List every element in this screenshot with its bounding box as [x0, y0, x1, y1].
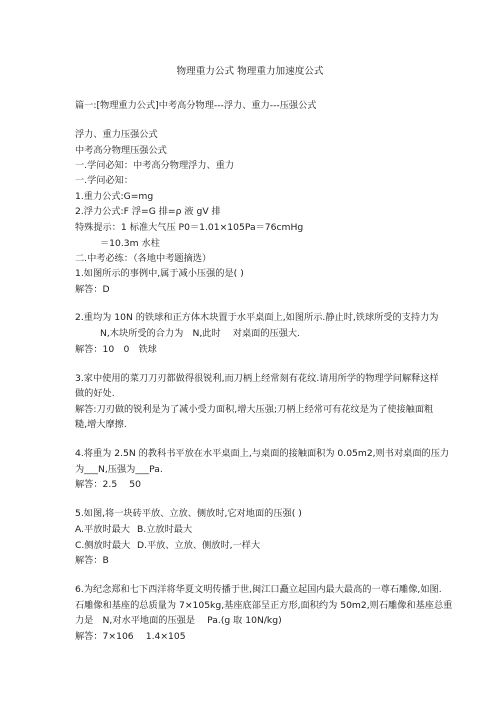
question-6-cont2: 力是 N,对水平地面的压强是 Pa.(g 取 10N/kg)	[75, 615, 282, 626]
question-5: 5.如图,将一块砖平放、立放、侧放时,它对地面的压强( )	[75, 508, 302, 519]
answer-2: 解答：10 0 铁球	[75, 344, 157, 355]
question-3-cont: 做的好处.	[75, 388, 115, 399]
formula-buoyancy: 2.浮力公式:F 浮=G 排=ρ 液 gV 排	[75, 206, 221, 217]
option-d: D.平放、立放、侧放时,一样大	[137, 540, 261, 551]
question-4: 4.将重为 2.5N 的教科书平放在水平桌面上,与桌面的接触面积为 0.05m2,则书对桌面的压力	[75, 448, 450, 459]
option-c: C.侧放时最大	[75, 540, 131, 551]
question-2: 2.重均为 10N 的铁球和正方体木块置于水平桌面上,如图所示.静止时,铁球所受的支持力为	[75, 312, 439, 323]
answer-3: 解答:刀刃做的锐利是为了减小受力面积,增大压强;刀柄上经常可有花纹是为了使接触面粗	[75, 404, 434, 415]
article-heading: 篇一:[物理重力公式]中考高分物理---浮力、重力---压强公式	[75, 100, 317, 111]
question-6-cont: 石雕像和基座的总质量为 7×105kg,基座底部呈正方形,面积约为 50m2,则石雕像和基座总重	[75, 600, 453, 611]
answer-3-cont: 糙,增大摩擦.	[75, 419, 127, 430]
intro-line: 一.学问必知：中考高分物理浮力、重力	[75, 160, 235, 171]
special-tip-cont: ＝10.3m 水柱	[100, 238, 160, 249]
option-a: A.平放时最大	[75, 524, 130, 535]
question-4-cont: 为___N,压强为___Pa.	[75, 464, 163, 475]
formula-gravity: 1.重力公式:G=mg	[75, 191, 154, 202]
answer-6: 解答：7×106 1.4×105	[75, 631, 186, 642]
page-title: 物理重力公式 物理重力加速度公式	[176, 66, 324, 77]
answer-4: 解答：2.5 50	[75, 479, 141, 490]
special-tip: 特殊提示：1 标准大气压 P0＝1.01×105Pa＝76cmHg	[75, 222, 304, 233]
question-1: 1.如图所示的事例中,属于减小压强的是( )	[75, 268, 244, 279]
question-3: 3.家中使用的菜刀刀刃都做得很锐利,而刀柄上经常刻有花纹.请用所学的物理学问解释这样	[75, 373, 439, 384]
intro-line: 浮力、重力压强公式	[75, 129, 158, 140]
intro-line: 一.学问必知：	[75, 175, 134, 186]
section-heading: 二.中考必练：（各地中考题摘选）	[75, 253, 212, 264]
question-2-cont: N,木块所受的合力为 N,此时 对桌面的压强大.	[100, 328, 300, 339]
answer-1: 解答：D	[75, 284, 110, 295]
intro-line: 中考高分物理压强公式	[75, 145, 167, 156]
option-b: B.立放时最大	[137, 524, 193, 535]
question-6: 6.为纪念郑和七下西洋将华夏文明传播于世,闽江口矗立起国内最大最高的一尊石雕像,如图.	[75, 584, 442, 595]
answer-5: 解答：B	[75, 555, 109, 566]
